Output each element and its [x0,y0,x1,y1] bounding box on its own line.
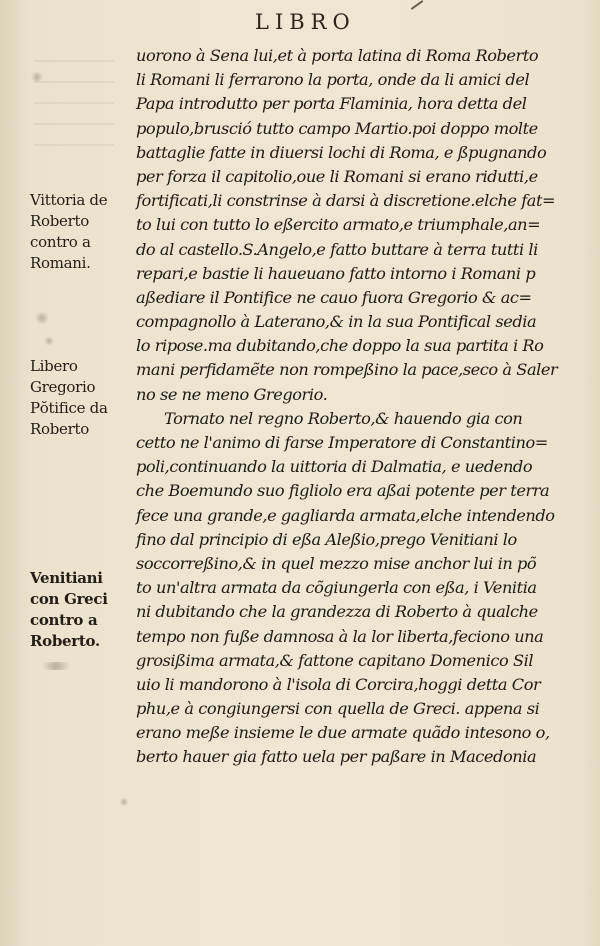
text-line: uorono à Sena lui,et à porta latina di Roma Roberto [136,46,539,65]
text-line: grosißima armata,& fattone capitano Domenico Sil [136,650,534,670]
margin-note-vittoria [30,190,140,274]
offset-ghost-text [34,60,114,160]
text-line: tempo non fuße damnosa à la lor liberta,feciono una [136,626,544,646]
margin-note-line: Vittoria de [30,191,108,209]
margin-note-venitiani [30,568,140,652]
margin-note-line: Roberto. [30,632,100,650]
text-line: aßediare il Pontifice ne cauo fuora Gregorio & ac= [136,287,532,307]
text-line: lo ripose.ma dubitando,che doppo la sua partita i Ro [136,336,544,356]
text-line: per forza il capitolio,oue li Romani si erano ridutti,e [136,166,538,186]
ink-smudge [34,312,50,324]
text-line: li Romani li ferrarono la porta, onde da li amici del [136,70,530,90]
text-line: ni dubitando che la grandezza di Roberto à qualche [136,602,538,622]
margin-note-line: Roberto [30,212,89,230]
running-head: LIBRO [255,10,356,34]
margin-note-line: Romani. [30,254,91,272]
text-line: no se ne meno Gregorio. [136,384,328,404]
margin-note-libero [30,356,140,440]
body-text [136,44,562,770]
text-line: compagnollo à Laterano,& in la sua Pontifical sedia [136,312,537,332]
text-line: phu,e à congiungersi con quella de Greci. appena si [136,699,540,719]
ink-smudge [120,797,128,807]
margin-note-line: Venitiani [30,569,103,587]
margin-note-line: contro a [30,611,98,629]
text-line: soccorreßino,& in quel mezzo mise anchor lui in põ [136,553,537,573]
text-line: erano meße insieme le due armate quãdo intesono o, [136,723,550,743]
ink-smudge [30,72,44,82]
text-line: do al castello.S.Angelo,e fatto buttare à terra tutti li [136,239,538,259]
text-line: Papa introdutto per porta Flaminia, hora detta del [136,94,527,114]
text-line: berto hauer gia fatto uela per paßare in Macedonia [136,747,537,767]
text-line: repari,e bastie li haueuano fatto intorno i Romani p [136,263,536,283]
text-line: battaglie fatte in diuersi lochi di Roma, e ßpugnando [136,142,547,162]
text-line: populo,brusció tutto campo Martio.poi doppo molte [136,118,538,138]
page-corner-mark [411,0,424,10]
margin-note-line: Gregorio [30,378,96,396]
text-line: fece una grande,e gagliarda armata,elche intendendo [136,505,555,525]
margin-note-line: Libero [30,357,78,375]
text-line: poli,continuando la uittoria di Dalmatia, e uedendo [136,457,533,477]
text-line: uio li mandorono à l'isola di Corcira,hoggi detta Cor [136,674,541,694]
text-line: to lui con tutto lo eßercito armato,e triumphale,an= [136,215,541,235]
text-line: to un'altra armata da cõgiungerla con eßa, i Venitia [136,578,537,598]
text-line: che Boemundo suo figliolo era aßai potente per terra [136,481,550,501]
text-line: Tornato nel regno Roberto,& hauendo gia con [164,408,523,428]
ink-smudge [44,336,54,346]
text-line: mani perfidamẽte non rompeßino la pace,seco à Saler [136,360,558,380]
text-line: fino dal principio di eßa Aleßio,prego Venitiani lo [136,529,517,549]
ink-smudge [36,662,76,670]
margin-note-line: con Greci [30,590,108,608]
margin-note-line: contro a [30,233,91,251]
margin-note-line: Pŏtifice da [30,399,108,417]
margin-note-line: Roberto [30,420,89,438]
text-line: fortificati,li constrinse à darsi à discretione.elche fat= [136,191,556,211]
text-line: cetto ne l'animo di farse Imperatore di Constantino= [136,433,548,452]
